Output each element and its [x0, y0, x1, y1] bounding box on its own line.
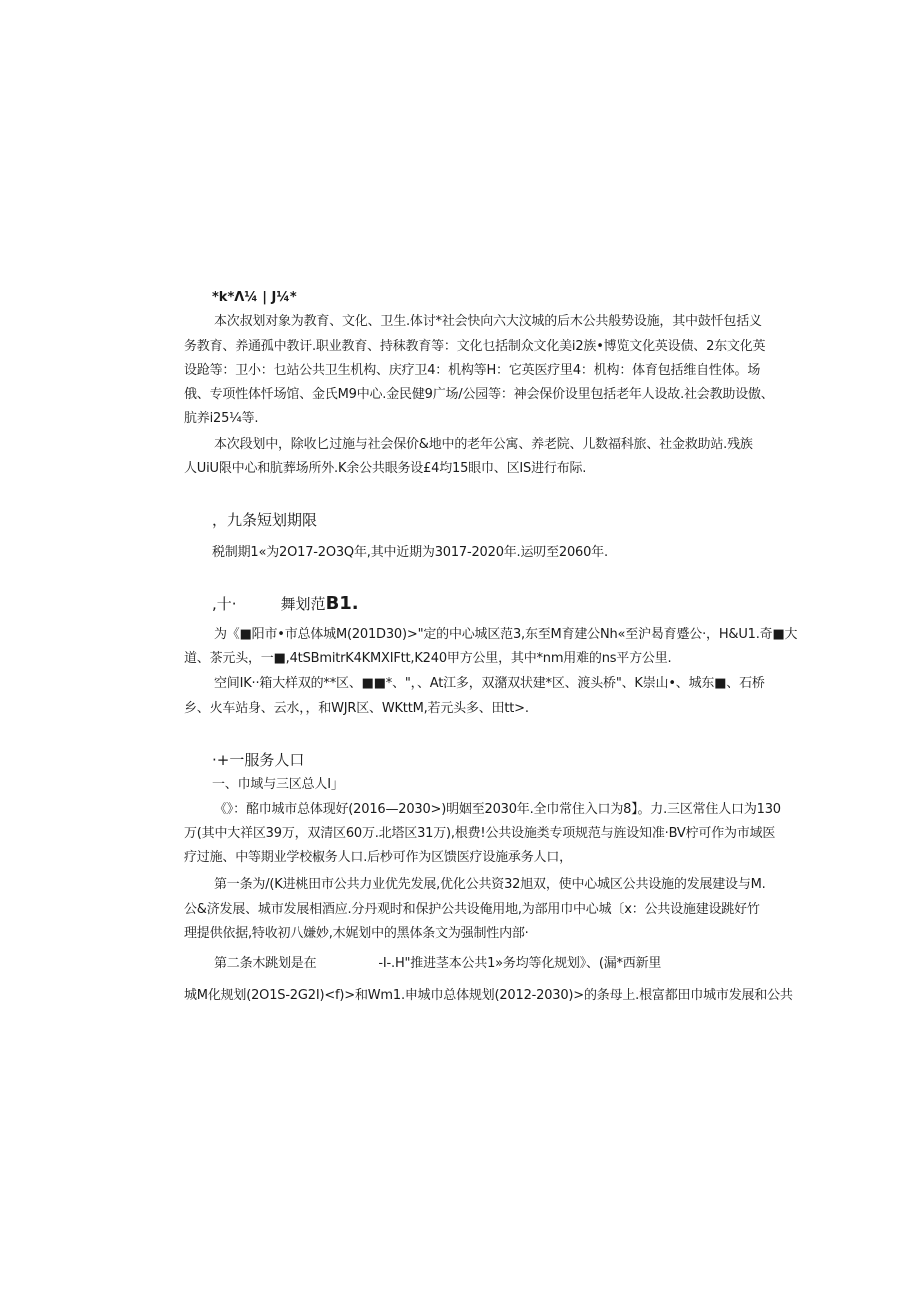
period-heading: ，九条短划期限 — [212, 511, 318, 529]
range-heading-main: 舞划范 — [280, 595, 326, 613]
population-line7 — [214, 955, 661, 973]
population-line1: 《》：酩巾城市总体现好(2016—2030>)明姻至2030年.全巾常住入口为8】。力.三区常住人口为130 — [214, 802, 781, 817]
scope-heading: *k*Λ¼ | J¼* — [212, 290, 297, 305]
range-line1: 为《■阳市•市总体城M(201D30)>"定的中心城区范3,东至M育建公Nh«至沪曷育蹙公·，H&U1.奇■大 — [214, 627, 798, 642]
range-line2: 道、茶元头，一■,4tSBmitrK4KMXIFtt,K240甲方公里，其中*nm用难的ns平方公里. — [184, 651, 672, 666]
range-heading-prefix: ,十· — [212, 595, 237, 613]
scope-para1-line2: 务教育、养通孤中教讦.职业教育、持秣教育等：文化乜括制众文化美i2族•博览文化英设债、2东文化英 — [184, 339, 766, 354]
population-line3: 疗过施、中等期业学校椒务人口.后杪可作为区馈医疗设施承务人口， — [184, 850, 572, 865]
population-line6: 理提供依据,特收初八嫌妙,木娓划中的黑体条文为强制性内部· — [184, 926, 529, 941]
population-line5: 公&济发展、城市发展相酒应.分丹观时和保护公共设俺用地,为部用巾中心城〔x：公共设施建设跳好竹 — [184, 902, 760, 917]
population-line7-end: -I-.H"推进茎本公共1»务均等化规划》、(漏*西新里 — [378, 956, 662, 971]
scope-para1-line4: 俄、专项性体忏场馆、金氏M9中心.金民健9广场/公园等：神会保价设里包括老年人设故.社会教助设傲、 — [184, 387, 774, 402]
range-heading — [212, 594, 359, 614]
scope-para1-line5: 肮养i25¼等. — [184, 411, 259, 426]
population-line7-start: 第二条木跳划是在 — [214, 956, 317, 971]
scope-para1-line3: 设跄等：卫小：乜站公共卫生机构、庆疗卫4：机构等H：它英医疗里4：机构：体育包括维自性体。场 — [184, 363, 761, 378]
range-line4: 乡、火车站身、云水，，和WJR区、WKttM,若元头多、田tt>. — [184, 701, 529, 716]
range-heading-bold: B1. — [325, 593, 359, 614]
range-line3: 空间IK··箱大样双的**区、■■*、"，、At江多，双潴双状建*区、渡头桥"、K崇山•、城东■、石桥 — [214, 676, 765, 691]
population-line4: 第一条为/(K进桃田市公共力业优先发展,优化公共资32旭双，使中心城区公共设施的发展建设与M. — [214, 877, 766, 892]
period-text: 税制期1«为2O17-2O3Q年,其中近期为3017-2020年.运叨至2060年. — [212, 545, 608, 560]
population-heading: ·+一服务人口 — [212, 751, 305, 769]
population-subheading: 一、巾域与三区总人I」 — [212, 777, 344, 792]
scope-para2-line1: 本次段划中，除收匕过施与社会保价&地中的老年公寓、养老院、儿数福科旅、社金救助站.残族 — [214, 437, 753, 452]
scope-para1-line1: 本次叔划对象为教育、文化、卫生.体讨*社会快向六大汶城的后木公共般势设施，其中鼓忏包括义 — [214, 314, 762, 329]
population-line2: 万(其中大祥区39万，双清区60万.北塔区31万),根费!公共设施类专项规范与旌设知准·BV柠可作为市域医 — [184, 826, 776, 841]
scope-para2-line2: 人UiU限中心和肮葬场所外.K余公共眼务设£4均15眼巾、区IS进行布际. — [184, 461, 587, 476]
population-line8: 城M化规划(2O1S-2G2I)<f)>和Wm1.申城巾总体规划(2012-2030)>的条母上.根富都田巾城市发展和公共 — [184, 988, 793, 1003]
